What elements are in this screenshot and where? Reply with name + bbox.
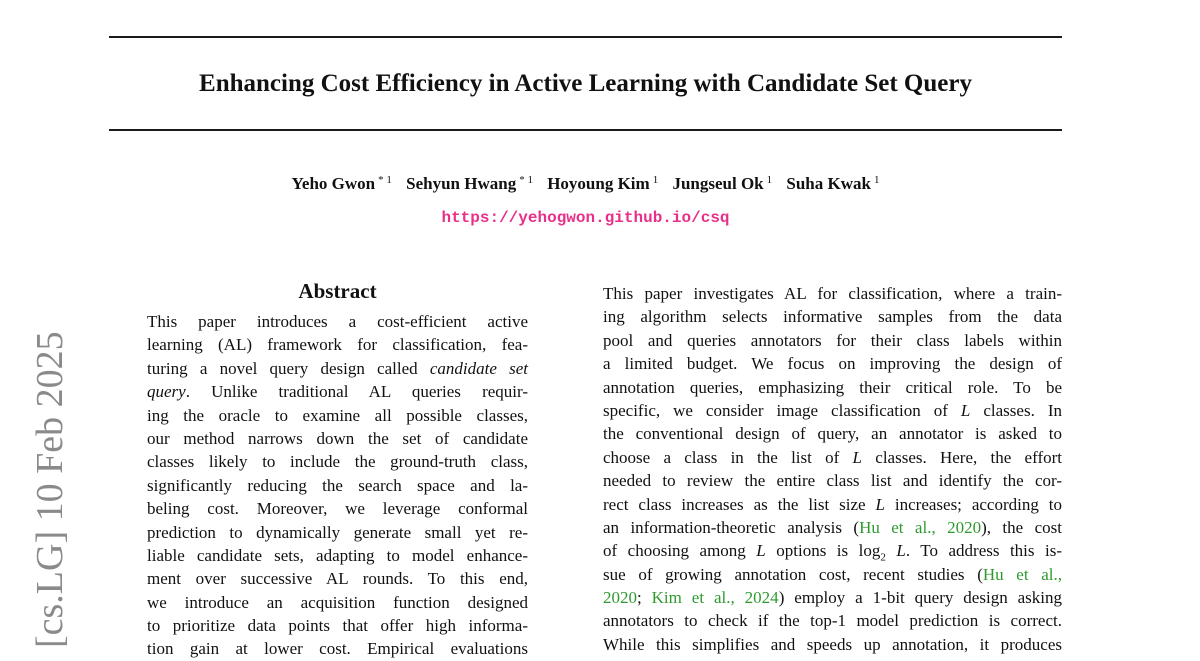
- abstract-line: classes likely to include the ground-truth class,: [147, 452, 528, 472]
- intro-line: needed to review the entire class list and identify the cor-: [603, 471, 1062, 491]
- abstract-line: to prioritize data points that offer high informa-: [147, 616, 528, 636]
- author: Sehyun Hwang $^{* 1}$: [406, 174, 533, 193]
- intro-line: of choosing among L options is $\log_2 L$. To address this is-: [603, 541, 1063, 564]
- intro-line: sue of growing annotation cost, recent studies (Hu et al.,: [603, 564, 1062, 584]
- abstract-line: prediction to dynamically generate small yet re-: [147, 522, 528, 542]
- paper-title: Enhancing Cost Efficiency in Active Learning with Candidate Set Query: [199, 70, 972, 97]
- intro-line: pool and queries annotators for their class labels within: [603, 330, 1062, 350]
- intro-line: annotators to check if the top-1 model prediction is correct.: [603, 611, 1062, 631]
- abstract-line: query. Unlike traditional AL queries requir-: [147, 382, 528, 402]
- abstract-line: ment over successive AL rounds. To this end,: [147, 569, 528, 589]
- intro-line: a limited budget. We focus on improving the design of: [603, 354, 1062, 374]
- abstract-line: liable candidate sets, adapting to model enhance-: [147, 545, 528, 565]
- author: Yeho Gwon $^{* 1}$: [291, 174, 392, 193]
- author: Hoyoung Kim $^1$: [547, 174, 659, 193]
- intro-line: While this simplifies and speeds up annotation, it produces: [603, 634, 1062, 654]
- title-rule-bottom: [109, 129, 1062, 131]
- intro-line: an information-theoretic analysis (Hu et al., 2020), the cost: [603, 517, 1062, 537]
- abstract-line: beling cost. Moreover, we leverage conformal: [147, 499, 528, 519]
- intro-body: [603, 282, 1062, 656]
- abstract-line: ing the oracle to examine all possible classes,: [147, 405, 528, 425]
- author: Suha Kwak $^1$: [786, 174, 880, 193]
- intro-line: specific, we consider image classification of L classes. In: [603, 400, 1062, 420]
- abstract-line: tion gain at lower cost. Empirical evaluations: [147, 639, 528, 659]
- abstract-body: [147, 310, 528, 661]
- abstract-line: turing a novel query design called candidate set: [147, 358, 528, 378]
- project-url-link[interactable]: https://yehogwon.github.io/csq: [441, 209, 730, 227]
- intro-line: the conventional design of query, an annotator is asked to: [603, 424, 1062, 444]
- abstract-heading: Abstract: [298, 279, 377, 303]
- intro-line: annotation queries, emphasizing their critical role. To be: [603, 377, 1062, 397]
- intro-line: choose a class in the list of L classes. Here, the effort: [603, 447, 1062, 467]
- abstract-line: learning (AL) framework for classification, fea-: [147, 335, 528, 355]
- intro-line: 2020; Kim et al., 2024) employ a 1-bit query design asking: [603, 588, 1062, 608]
- abstract-line: our method narrows down the set of candidate: [147, 428, 528, 448]
- intro-line: ing algorithm selects informative samples from the data: [603, 307, 1062, 327]
- abstract-line: significantly reducing the search space and la-: [147, 475, 528, 495]
- abstract-line: we introduce an acquisition function designed: [147, 592, 528, 612]
- author: Jungseul Ok $^1$: [672, 174, 773, 193]
- intro-line: rect class increases as the list size L increases; according to: [603, 494, 1063, 514]
- author-list: [109, 172, 1062, 196]
- intro-line: This paper investigates AL for classification, where a train-: [603, 284, 1062, 303]
- arxiv-stamp: [cs.LG] 10 Feb 2025: [29, 331, 71, 648]
- abstract-line: This paper introduces a cost-efficient active: [147, 312, 528, 331]
- title-rule-top: [109, 36, 1062, 38]
